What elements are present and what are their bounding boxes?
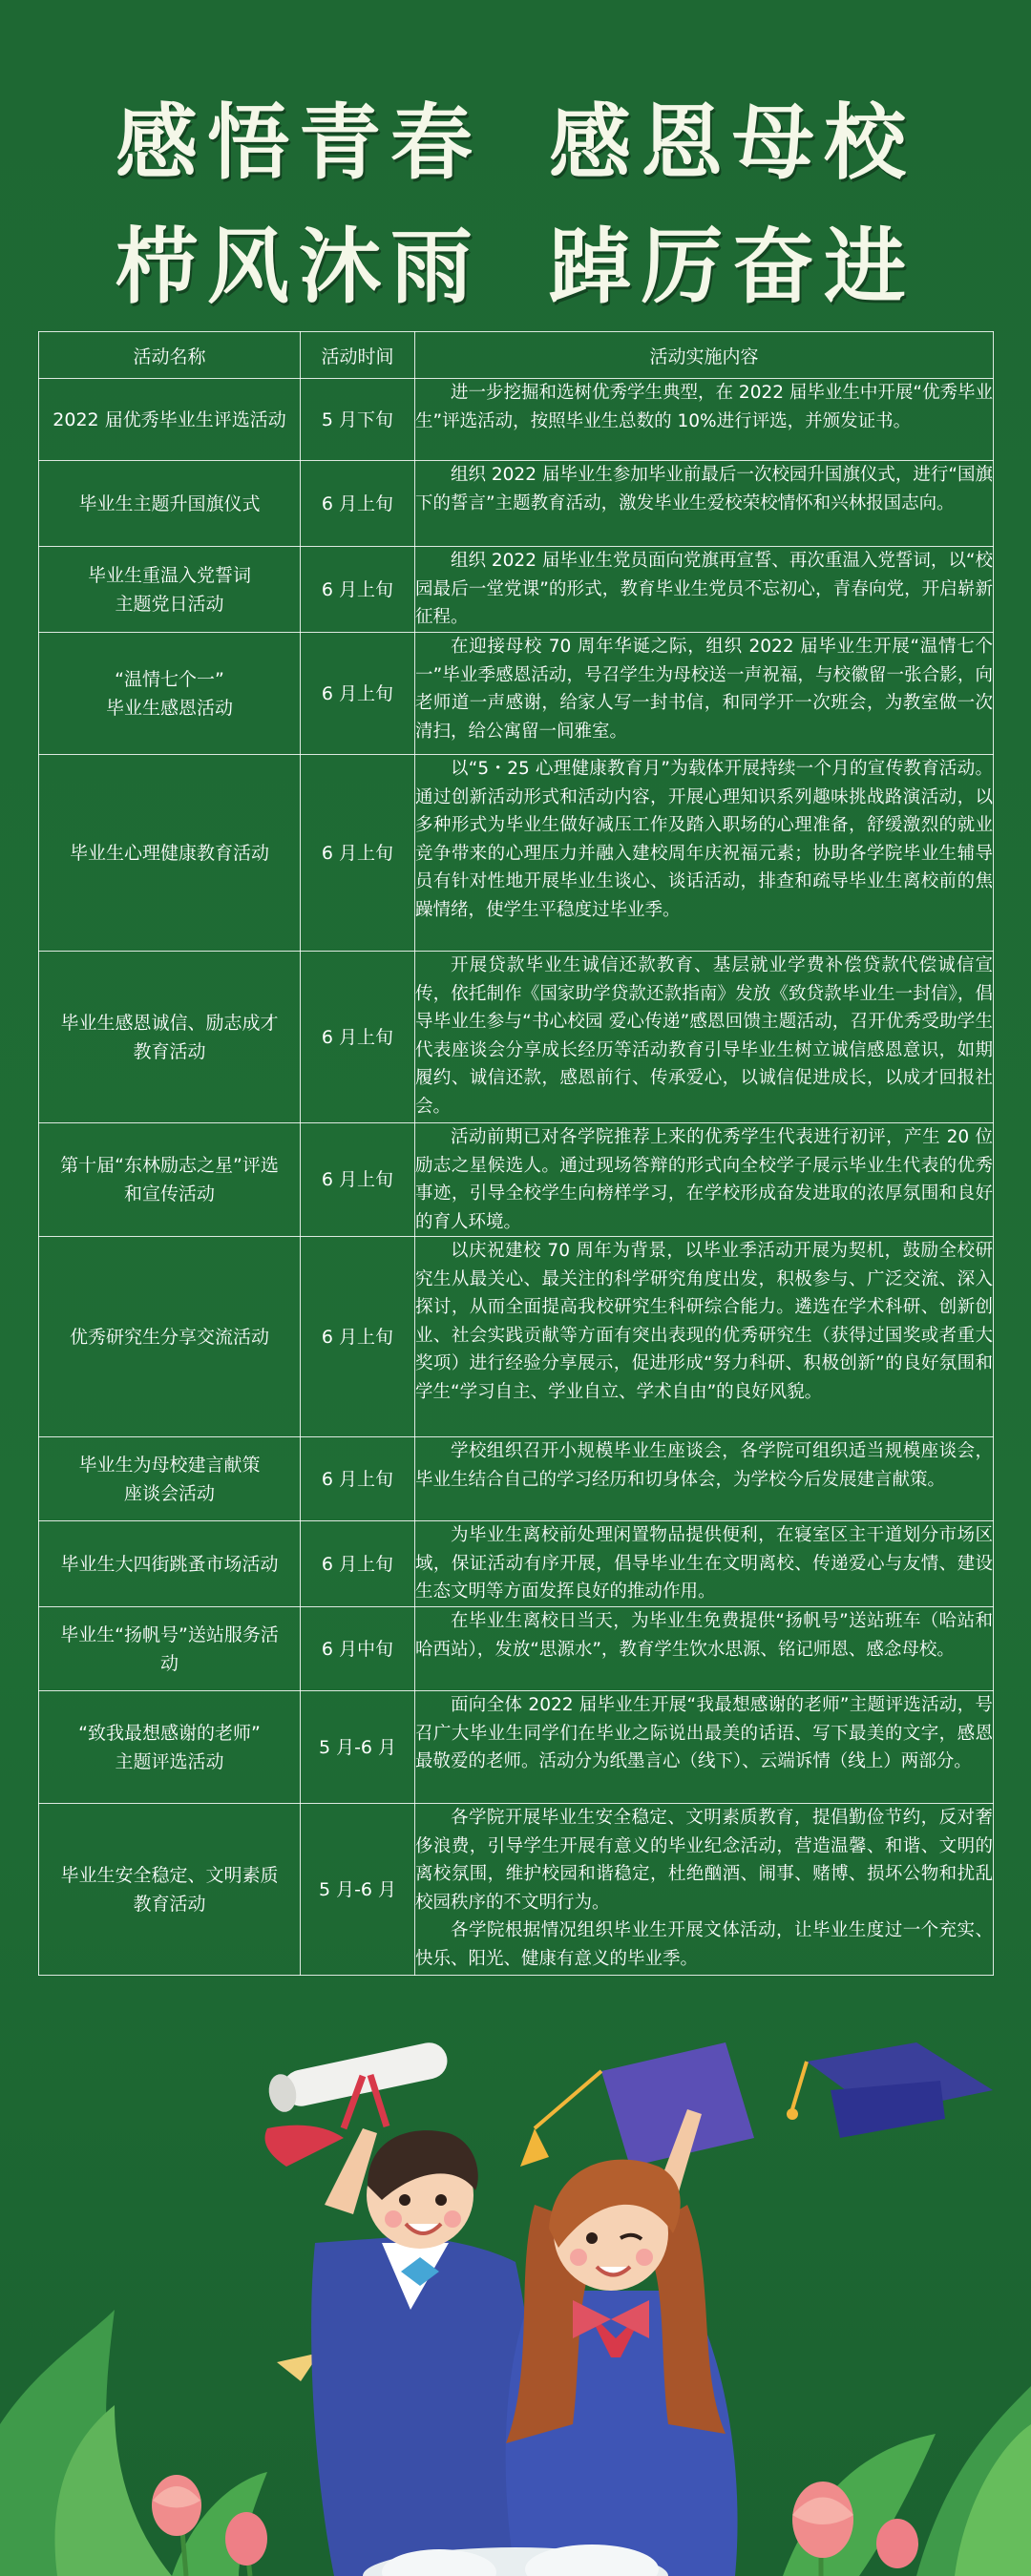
detail-paragraph: 以庆祝建校 70 周年为背景，以毕业季活动开展为契机，鼓励全校研究生从最关心、最关注的科学研究角度出发，积极参与、广泛交流、深入探讨，从而全面提高我校研究生科研综合能力。遴选在学术科研、创新创业、社会实践贡献等方面有突出表现的优秀研究生（获得过国奖或者重大奖项）进行经验分享展示，促进形成“努力科研、积极创新”的良好氛围和学生“学习自主、学业自立、学术自由”的良好风貌。 [415,1241,993,1402]
activity-name: 优秀研究生分享交流活动 [39,1237,301,1437]
table-row [39,1804,994,1976]
activity-time: 6 月上旬 [301,755,415,952]
activity-name: “温情七个一” 毕业生感恩活动 [39,633,301,755]
table-row [39,1521,994,1607]
headline-phrase: 栉风沐雨 [116,219,482,315]
activity-time: 6 月上旬 [301,1437,415,1521]
activity-detail [415,1123,994,1237]
table-header-row [39,332,994,379]
detail-paragraph: 为毕业生离校前处理闲置物品提供便利，在寝室区主干道划分市场区域，保证活动有序开展，倡导毕业生在文明离校、传递爱心与友情、建设生态文明等方面发挥良好的推动作用。 [415,1525,993,1602]
activity-name: 2022 届优秀毕业生评选活动 [39,379,301,461]
activity-time: 5 月-6 月 [301,1804,415,1976]
headline-line-1 [0,76,1031,195]
activity-time: 6 月上旬 [301,547,415,633]
graduation-illustration [0,2023,1031,2576]
table-row [39,1437,994,1521]
detail-paragraph: 在迎接母校 70 周年华诞之际，组织 2022 届毕业生开展“温情七个一”毕业季感恩活动，号召学生为母校送一声祝福，与校徽留一张合影，向老师道一声感谢，给家人写一封书信，和同学开一次班会，为教室做一次清扫，给公寓留一间雅室。 [415,637,993,742]
activity-time: 6 月中旬 [301,1607,415,1691]
boy-graduate [311,2128,538,2576]
activity-detail [415,1804,994,1976]
table-row [39,1607,994,1691]
activity-name: 毕业生心理健康教育活动 [39,755,301,952]
activity-time: 6 月上旬 [301,1521,415,1607]
activity-detail [415,1607,994,1691]
activity-name: 毕业生安全稳定、文明素质 教育活动 [39,1804,301,1976]
activity-detail [415,1521,994,1607]
activity-name: 毕业生感恩诚信、励志成才 教育活动 [39,952,301,1123]
activity-name: 毕业生“扬帆号”送站服务活 动 [39,1607,301,1691]
activity-name: 毕业生为母校建言献策 座谈会活动 [39,1437,301,1521]
activity-detail [415,755,994,952]
table-row [39,633,994,755]
activity-detail [415,461,994,547]
detail-paragraph: 各学院根据情况组织毕业生开展文体活动，让毕业生度过一个充实、快乐、阳光、健康有意义的毕业季。 [415,1920,993,1969]
activity-table [38,331,994,1976]
table-row [39,755,994,952]
headline-phrase: 感悟青春 [116,94,482,191]
graduation-cap-held [520,2042,754,2167]
detail-paragraph: 开展贷款毕业生诚信还款教育、基层就业学费补偿贷款代偿诚信宣传，依托制作《国家助学贷款还款指南》发放《致贷款毕业生一封信》，倡导毕业生参与“书心校园 爱心传递”感恩回馈主题活动，召开优秀受助学生代表座谈会分享成长经历等活动教育引导毕业生树立诚信感恩意识，如期履约、诚信还款，感恩前行、传承爱心，以诚信促进成长，以成才回报社会。 [415,955,993,1117]
detail-paragraph: 组织 2022 届毕业生参加毕业前最后一次校园升国旗仪式，进行“国旗下的誓言”主题教育活动，激发毕业生爱校荣校情怀和兴林报国志向。 [415,465,993,513]
graduation-cap-flying [787,2042,993,2138]
table-row [39,461,994,547]
detail-paragraph: 以“5・25 心理健康教育月”为载体开展持续一个月的宣传教育活动。通过创新活动形式和活动内容，开展心理知识系列趣味挑战路演活动，以多种形式为毕业生做好减压工作及踏入职场的心理准备，舒缓激烈的就业竞争带来的心理压力并融入建校周年庆祝福元素；协助各学院毕业生辅导员有针对性地开展毕业生谈心、谈话活动，排查和疏导毕业生离校前的焦躁情绪，使学生平稳度过毕业季。 [415,759,993,920]
activity-detail [415,1237,994,1437]
headline-line-2 [0,200,1031,319]
activity-detail [415,379,994,461]
activity-name: 第十届“东林励志之星”评选 和宣传活动 [39,1123,301,1237]
activity-time: 6 月上旬 [301,952,415,1123]
activity-detail [415,547,994,633]
column-header-name: 活动名称 [39,332,301,379]
detail-paragraph: 活动前期已对各学院推荐上来的优秀学生代表进行初评，产生 20 位励志之星候选人。通过现场答辩的形式向全校学子展示毕业生代表的优秀事迹，引导全校学生向榜样学习，在学校形成奋发进取的浓厚氛围和良好的育人环境。 [415,1127,993,1232]
activity-time: 6 月上旬 [301,1237,415,1437]
activity-detail [415,952,994,1123]
detail-paragraph: 学校组织召开小规模毕业生座谈会，各学院可组织适当规模座谈会，毕业生结合自己的学习经历和切身体会，为学校今后发展建言献策。 [415,1441,993,1490]
detail-paragraph: 各学院开展毕业生安全稳定、文明素质教育，提倡勤俭节约，反对奢侈浪费，引导学生开展有意义的毕业纪念活动，营造温馨、和谐、文明的离校氛围，维护校园和谐稳定，杜绝酗酒、闹事、赌博、损坏公物和扰乱校园秩序的不文明行为。 [415,1808,993,1913]
table-row [39,1691,994,1804]
column-header-detail: 活动实施内容 [415,332,994,379]
activity-time: 5 月下旬 [301,379,415,461]
headline-phrase: 感恩母校 [549,94,915,191]
activity-name: 毕业生重温入党誓词 主题党日活动 [39,547,301,633]
activity-detail [415,1437,994,1521]
detail-paragraph: 在毕业生离校日当天，为毕业生免费提供“扬帆号”送站班车（哈站和哈西站），发放“思源水”，教育学生饮水思源、铭记师恩、感念母校。 [415,1611,993,1660]
girl-graduate [506,2109,738,2576]
headline-phrase: 踔厉奋进 [549,219,915,315]
activity-detail [415,1691,994,1804]
detail-paragraph: 组织 2022 届毕业生党员面向党旗再宣誓、再次重温入党誓词，以“校园最后一堂党课”的形式，教育毕业生党员不忘初心，青春向党，开启崭新征程。 [415,551,993,627]
detail-paragraph: 进一步挖掘和选树优秀学生典型，在 2022 届毕业生中开展“优秀毕业生”评选活动，按照毕业生总数的 10%进行评选，并颁发证书。 [415,383,993,431]
activity-detail [415,633,994,755]
activity-name: 毕业生大四街跳蚤市场活动 [39,1521,301,1607]
table-row [39,1237,994,1437]
column-header-time: 活动时间 [301,332,415,379]
activity-time: 6 月上旬 [301,633,415,755]
table-row [39,547,994,633]
table-row [39,952,994,1123]
activity-time: 6 月上旬 [301,461,415,547]
table-row [39,1123,994,1237]
detail-paragraph: 面向全体 2022 届毕业生开展“我最想感谢的老师”主题评选活动，号召广大毕业生同学们在毕业之际说出最美的话语、写下最美的文字，感恩最敬爱的老师。活动分为纸墨言心（线下）、云端诉情（线上）两部分。 [415,1695,993,1771]
activity-time: 6 月上旬 [301,1123,415,1237]
table-row [39,379,994,461]
activity-name: “致我最想感谢的老师” 主题评选活动 [39,1691,301,1804]
activity-time: 5 月-6 月 [301,1691,415,1804]
activity-name: 毕业生主题升国旗仪式 [39,461,301,547]
